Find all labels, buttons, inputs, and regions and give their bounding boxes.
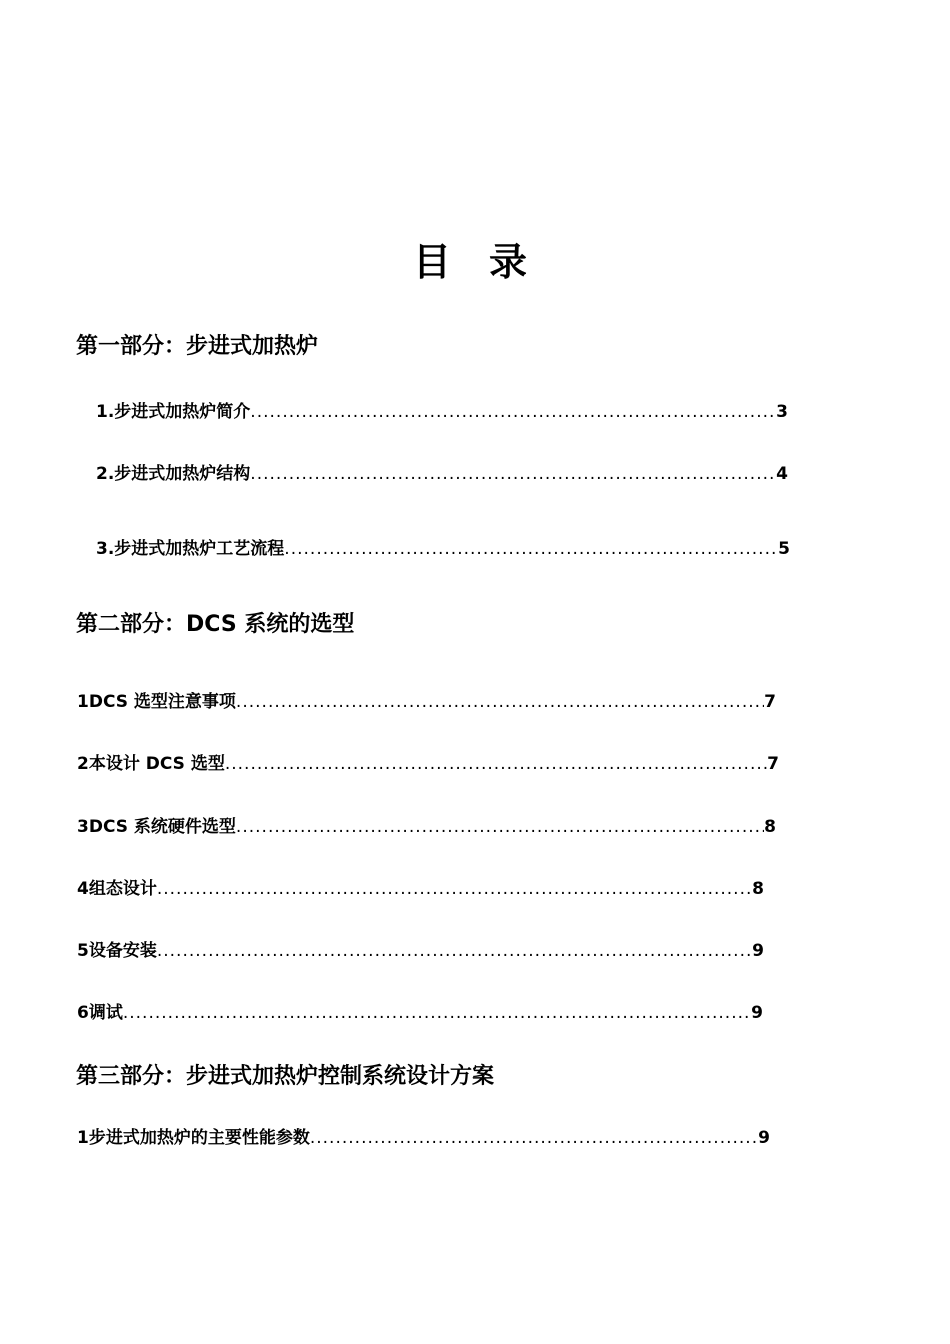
section-heading-2: 第二部分：DCS 系统的选型: [76, 612, 355, 637]
entry-number: 4: [77, 879, 89, 899]
section-heading-1: 第一部分：步进式加热炉: [76, 334, 319, 359]
section-heading-3: 第三部分：步进式加热炉控制系统设计方案: [76, 1064, 495, 1089]
entry-page-number: 8: [752, 879, 764, 899]
toc-entry[interactable]: [77, 689, 776, 715]
entry-label: 步进式加热炉工艺流程: [114, 539, 285, 559]
toc-title: 目 录: [412, 240, 527, 284]
dot-leader: [250, 399, 776, 425]
toc-entry[interactable]: [77, 814, 776, 840]
entry-label: DCS 选型注意事项: [88, 692, 236, 712]
dot-leader: [250, 461, 776, 487]
entry-page-number: 9: [751, 1003, 763, 1023]
entry-label: 组态设计: [88, 879, 157, 899]
entry-label: 调试: [88, 1003, 123, 1023]
dot-leader: [310, 1125, 758, 1151]
entry-page-number: 3: [776, 402, 788, 422]
entry-page-number: 9: [752, 941, 764, 961]
dot-leader: [157, 938, 752, 964]
entry-page-number: 8: [764, 817, 776, 837]
toc-entry[interactable]: [96, 536, 790, 562]
entry-label: DCS 系统硬件选型: [88, 817, 236, 837]
entry-number: 1: [77, 1128, 89, 1148]
entry-label: 步进式加热炉简介: [114, 402, 251, 422]
entry-number: 6: [77, 1003, 89, 1023]
entry-page-number: 5: [778, 539, 790, 559]
dot-leader: [284, 536, 778, 562]
entry-number: 3: [77, 817, 89, 837]
dot-leader: [236, 689, 764, 715]
entry-page-number: 7: [764, 692, 776, 712]
entry-label: 步进式加热炉的主要性能参数: [88, 1128, 310, 1148]
toc-entry[interactable]: [77, 876, 764, 902]
entry-number: 3.: [96, 539, 115, 559]
dot-leader: [123, 1000, 751, 1026]
toc-entry[interactable]: [96, 461, 788, 487]
dot-leader: [225, 751, 767, 777]
entry-number: 1.: [96, 402, 115, 422]
dot-leader: [157, 876, 752, 902]
entry-page-number: 7: [767, 754, 779, 774]
toc-entry[interactable]: [77, 938, 764, 964]
entry-page-number: 4: [776, 464, 788, 484]
entry-number: 5: [77, 941, 89, 961]
entry-number: 2: [77, 754, 89, 774]
dot-leader: [236, 814, 764, 840]
entry-label: 步进式加热炉结构: [114, 464, 251, 484]
entry-page-number: 9: [758, 1128, 770, 1148]
toc-entry[interactable]: [96, 399, 788, 425]
toc-entry[interactable]: [77, 751, 779, 777]
entry-label: 本设计 DCS 选型: [88, 754, 225, 774]
entry-number: 1: [77, 692, 89, 712]
entry-label: 设备安装: [88, 941, 157, 961]
toc-entry[interactable]: [77, 1000, 763, 1026]
toc-entry[interactable]: [77, 1125, 770, 1151]
entry-number: 2.: [96, 464, 115, 484]
